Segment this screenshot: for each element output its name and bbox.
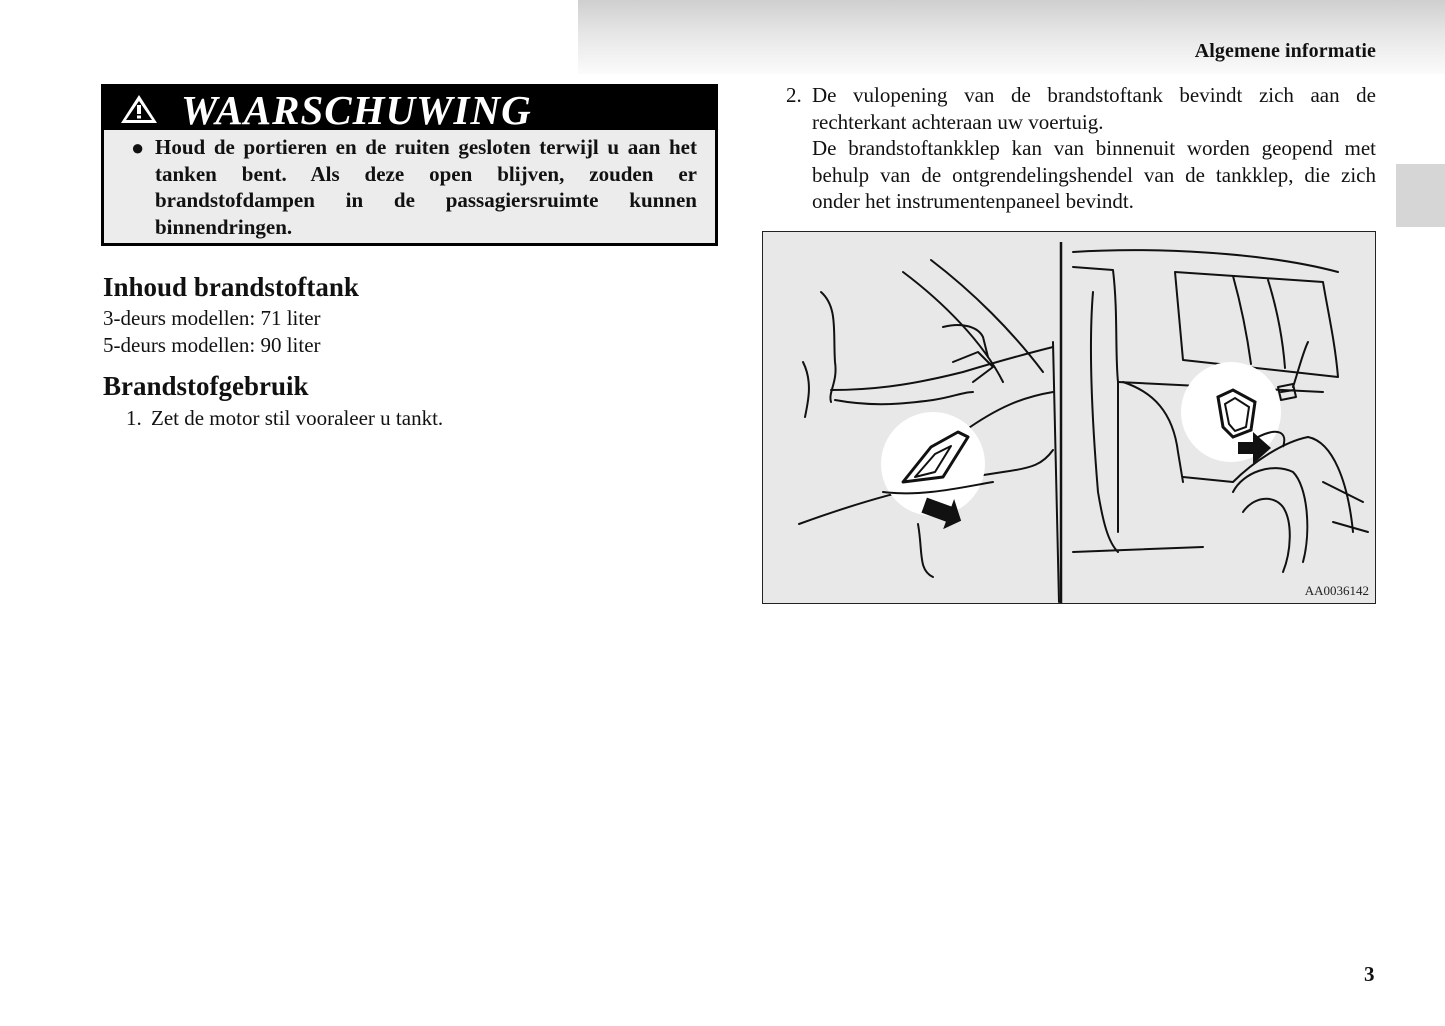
capacity-5-door: 5-deurs modellen: 90 liter: [103, 333, 321, 357]
warning-header: [104, 87, 715, 133]
heading-tank-capacity: Inhoud brandstoftank: [103, 272, 359, 302]
warning-title: WAARSCHUWING: [181, 87, 532, 133]
step1-number: 1.: [126, 406, 142, 430]
bullet-icon: ●: [131, 135, 145, 160]
warning-text: Houd de portieren en de ruiten gesloten terwijl u aan het tanken bent. Als deze open blijven, zouden er brandstofdampen in de passagiersruimte kunnen binnendringen.: [155, 135, 697, 239]
step1-text: Zet de motor stil vooraleer u tankt.: [151, 406, 444, 430]
capacity-3-door: 3-deurs modellen: 71 liter: [103, 306, 321, 330]
step2-number: 2.: [786, 83, 802, 107]
section-title: Algemene informatie: [1194, 40, 1376, 62]
side-tab: [1396, 164, 1445, 227]
warning-triangle-icon: [119, 93, 159, 125]
heading-refueling: Brandstofgebruik: [103, 371, 309, 401]
step2-paragraph-location: De vulopening van de brandstoftank bevindt zich aan de rechterkant achteraan uw voertuig.: [812, 83, 1376, 134]
illustration-drawing: [763, 232, 1375, 603]
page-number: 3: [1364, 962, 1375, 986]
step2-text: [812, 82, 1376, 215]
figure-code: AA0036142: [1304, 583, 1369, 598]
fuel-lid-release-illustration: [762, 231, 1376, 604]
step2-paragraph-release: De brandstoftankklep kan van binnenuit worden geopend met behulp van de ontgrendelingshendel van de tankklep, die zich onder het instrumentenpaneel bevindt.: [812, 136, 1376, 213]
warning-box: [101, 84, 718, 246]
